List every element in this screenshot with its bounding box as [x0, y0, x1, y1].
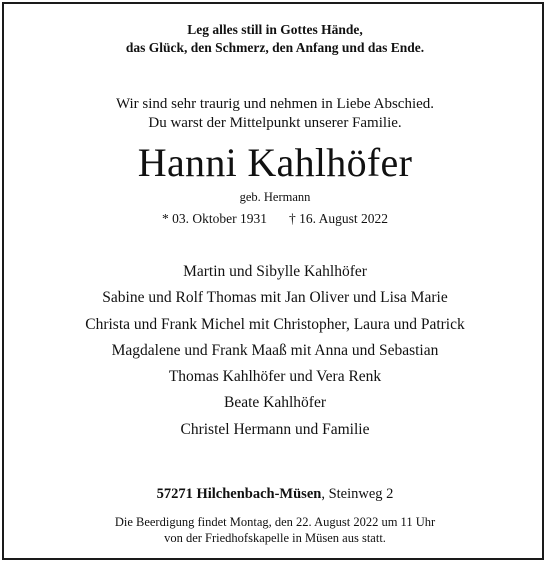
- address: [0, 485, 550, 503]
- maiden-name: geb. Hermann: [239, 190, 311, 204]
- intro-text: [0, 95, 550, 133]
- life-dates: [0, 210, 550, 228]
- mourner-line: Beate Kahlhöfer: [224, 394, 326, 412]
- mourner-line: Magdalene und Frank Maaß mit Anna und Sebastian: [111, 341, 439, 359]
- birth-date: * 03. Oktober 1931: [161, 211, 267, 226]
- mourner-line: Christel Hermann und Familie: [180, 420, 370, 438]
- funeral-line-1: Die Beerdigung findet Montag, den 22. August 2022 um 11 Uhr: [114, 515, 436, 529]
- mourner-line: Martin und Sibylle Kahlhöfer: [183, 263, 367, 280]
- verse-line-2: das Glück, den Schmerz, den Anfang und das Ende.: [125, 40, 425, 55]
- funeral-notice: [0, 514, 550, 546]
- funeral-line-2: von der Friedhofskapelle in Müsen aus statt.: [164, 531, 386, 545]
- verse: [0, 21, 550, 57]
- intro-line-2: Du warst der Mittelpunkt unserer Familie.: [148, 115, 402, 131]
- mourner-line: Thomas Kahlhöfer und Vera Renk: [168, 368, 382, 386]
- verse-line-1: Leg alles still in Gottes Hände,: [187, 22, 363, 37]
- mourner-line: Christa und Frank Michel mit Christopher, Laura und Patrick: [85, 315, 465, 333]
- deceased-name: Hanni Kahlhöfer: [137, 140, 413, 185]
- death-date: † 16. August 2022: [288, 211, 388, 226]
- intro-line-1: Wir sind sehr traurig und nehmen in Liebe Abschied.: [115, 96, 435, 112]
- address-street: , Steinweg 2: [321, 486, 394, 502]
- mourner-line: Sabine und Rolf Thomas mit Jan Oliver und Lisa Marie: [102, 289, 448, 307]
- mourners-list: [0, 259, 550, 443]
- address-city: 57271 Hilchenbach-Müsen: [156, 486, 322, 502]
